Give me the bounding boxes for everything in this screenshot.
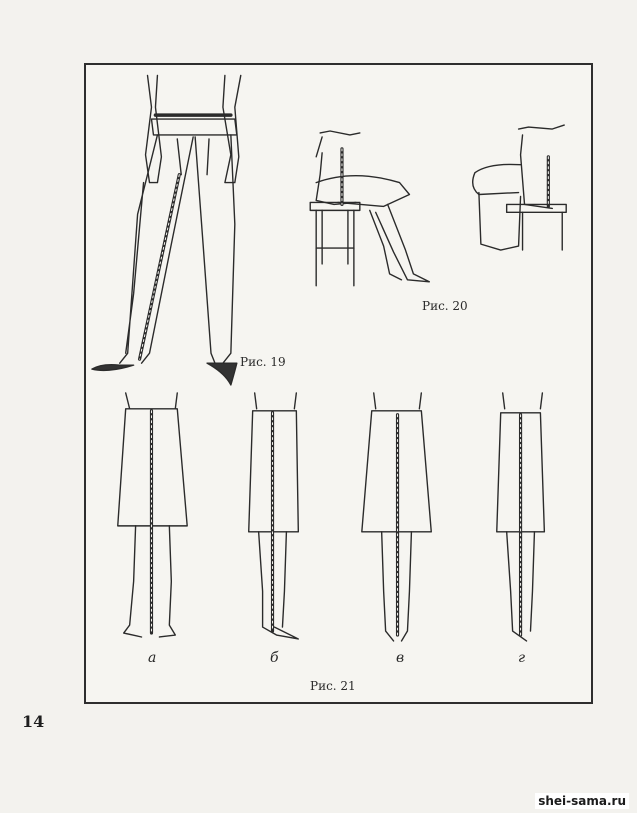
label-a: а — [148, 650, 157, 666]
fig20-caption: Рис. 20 — [422, 299, 468, 313]
fig19-caption: Рис. 19 — [240, 355, 286, 369]
page-number: 14 — [22, 712, 45, 731]
seated-figure-1 — [310, 131, 429, 286]
seated-figure-2 — [473, 125, 567, 250]
label-b: б — [270, 650, 279, 666]
watermark: shei-sama.ru — [535, 793, 629, 809]
label-v: в — [396, 650, 405, 666]
fig21-caption: Рис. 21 — [310, 679, 356, 693]
illustration-frame — [84, 63, 593, 704]
measurement-illustrations — [86, 65, 591, 702]
label-g: г — [518, 650, 526, 666]
